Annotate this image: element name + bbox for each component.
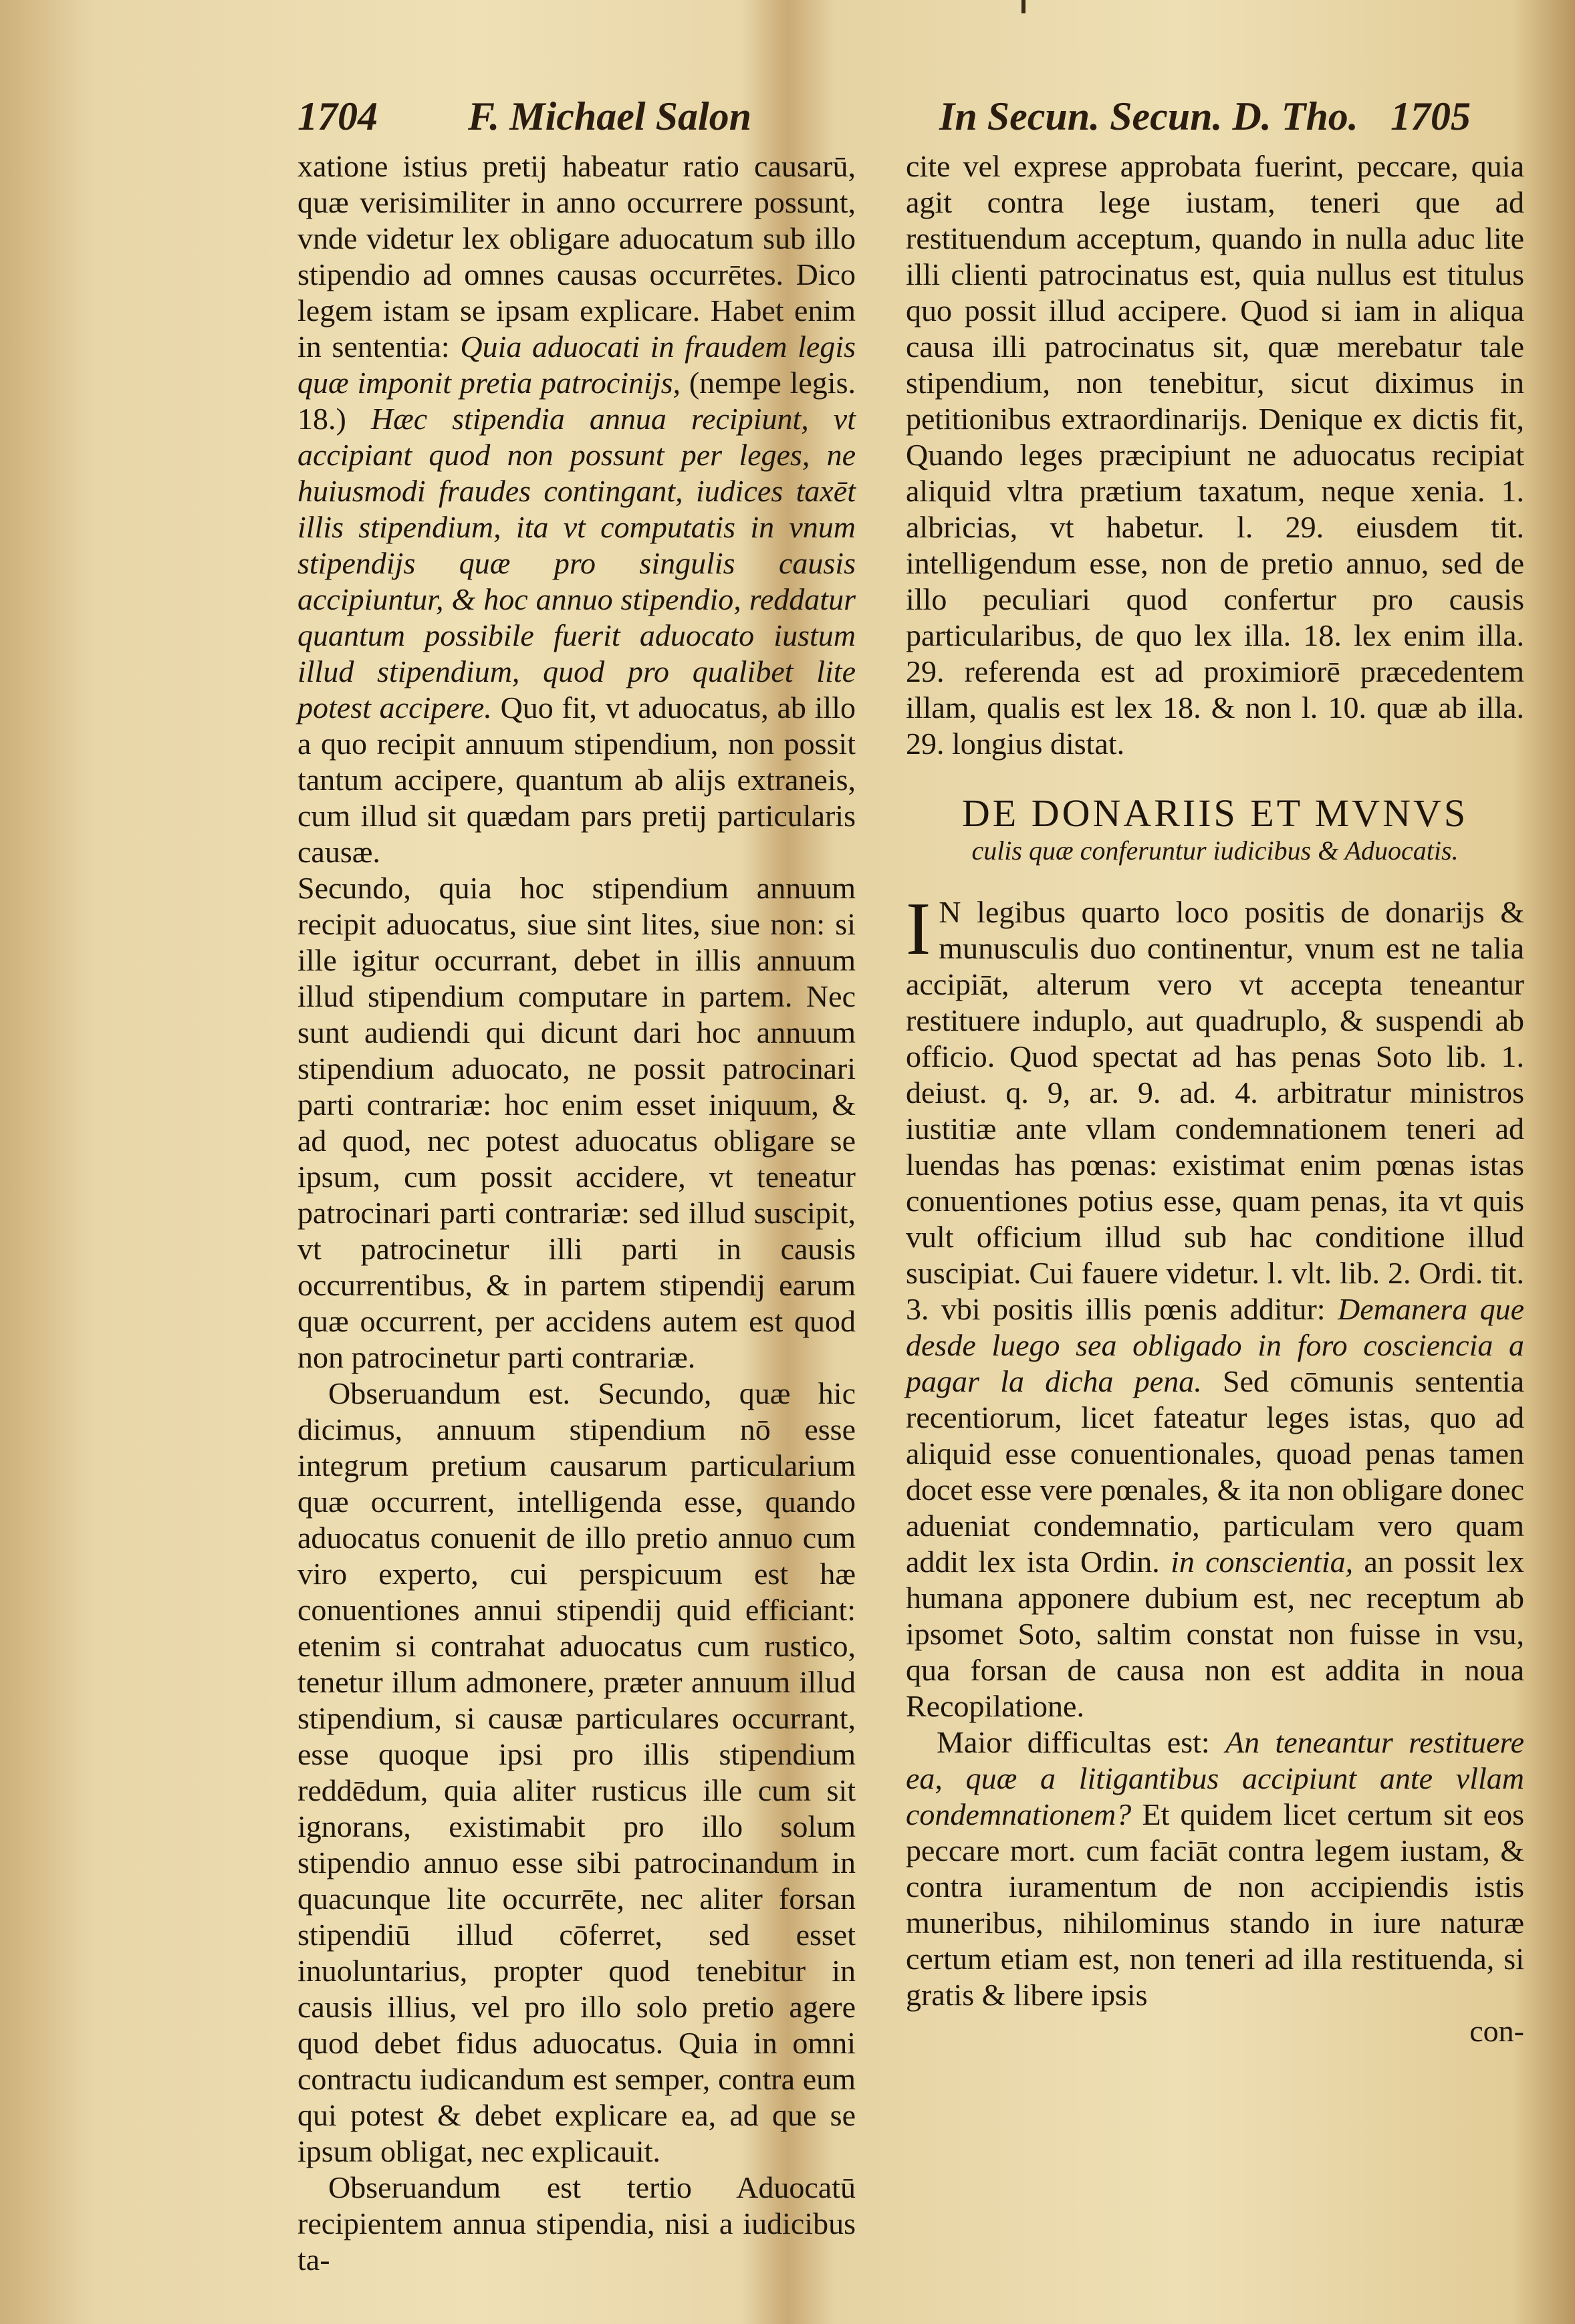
- right-paragraph-1: cite vel exprese approbata fuerint, peccare, quia agit contra lege iustam, teneri que ad restituendum acceptum, quando in nulla aduc lite illi clienti patrocinatus est, quia nullus est titulus quo possit illud accipere. Quod si iam in aliqua causa illi patrocinatus sit, quæ merebatur tale stipendium, non tenebitur, sicut diximus in petitionibus extraordinarijs. Denique ex dictis fit, Quando leges præcipiunt ne aduocatus recipiat aliquid vltra prætium taxatum, neque xenia. 1. albricias, vt habetur. l. 29. eiusdem tit. intelligendum esse, non de pretio annuo, sed de illo peculiari quod confertur pro causis particularibus, de quo lex illa. 18. lex enim illa. 29. referenda est ad proximiorē præcedentem illam, qualis est lex 18. & non l. 10. quæ ab illa. 29. longius distat.: [906, 149, 1524, 761]
- right-paragraph-3: Maior difficultas est: An teneantur restituere ea, quæ a litigantibus accipiunt ante vllam condemnationem? Et quidem licet certum sit eos peccare mort. cum faciāt contra legem iustam, & contra iuramentum de non accipiendis istis muneribus, nihilominus stando in iure naturæ certum etiam est, non teneri ad illa restituenda, si gratis & libere ipsis: [906, 1725, 1524, 2012]
- left-page-number: 1704: [297, 94, 378, 138]
- drop-cap: I: [906, 888, 931, 971]
- right-paragraph-2: I N legibus quarto loco positis de donarijs & munusculis duo continentur, vnum est ne talia accipiāt, alterum vero vt accepta teneantur restituere induplo, aut quadruplo, & suspendi ab officio. Quod spectat ad has penas Soto lib. 1. deiust. q. 9, ar. 9. ad. 4. arbitratur ministros iustitiæ ante vllam condemnationem teneri ad luendas has pœnas: existimat enim pœnas istas conuentiones potius esse, quam penas, ita vt quis vult officium illud sub hac conditione illud suscipiat. Cui fauere videtur. l. vlt. lib. 2. Ordi. tit. 3. vbi positis illis pœnis additur: Demanera que desde luego sea obligado in foro cosciencia a pagar la dicha pena. Sed cōmunis sententia recentiorum, licet fateatur leges istas, quo ad aliquid esse conuentionales, quoad penas tamen docet esse vere pœnales, & ita non obligare donec adueniat condemnatio, particulam vero quam addit lex ista Ordin. in conscientia, an possit lex humana apponere dubium est, nec receptum ab ipsomet Soto, saltim constat non fuisse in vsu, qua forsan de causa non est addita in noua Recopilatione.: [906, 888, 1525, 1723]
- left-running-head: F. Michael Salon: [468, 94, 752, 138]
- left-paragraph-1: xatione istius pretij habeatur ratio causarū, quæ verisimiliter in anno occurrere possunt, vnde videtur lex obligare aduocatum sub illo stipendio ad omnes causas occurrētes. Dico legem istam se ipsam explicare. Habet enim in sententia: Quia aduocati in fraudem legis quæ imponit pretia patrocinijs, (nempe legis. 18.) Hæc stipendia annua recipiunt, vt accipiant quod non possunt per leges, ne huiusmodi fraudes contingant, iudices taxēt illis stipendium, ita vt computatis in vnum stipendijs quæ pro singulis causis accipiuntur, & hoc annuo stipendio, reddatur quantum possibile fuerit aduocato iustum illud stipendium, quod pro qualibet lite potest accipere. Quo fit, vt aduocatus, ab illo a quo recipit annuum stipendium, non possit tantum accipere, quantum ab alijs extraneis, cum illud sit quædam pars pretij particularis causæ.: [297, 149, 856, 869]
- left-paragraph-3: Obseruandum est. Secundo, quæ hic dicimus, annuum stipendium nō esse integrum pretium causarum particularium quæ occurrent, intelligenda esse, quando aduocatus conuenit de illo pretio annuo cum viro experto, cui perspicuum est hæ conuentiones annui stipendij quid efficiant: etenim si contrahat aduocatus cum rustico, tenetur illum admonere, præter annuum illud stipendium, si causæ particulares occurrant, esse quoque ipsi pro illis stipendium reddēdum, quia aliter rusticus ille cum sit ignorans, existimabit pro illo solum stipendio annuo esse sibi patrocinandum in quacunque lite occurrēte, nec aliter forsan stipendiū illud cōferret, sed esset inuoluntarius, propter quod tenebitur in causis illius, vel pro illo solo pretio agere quod debet fidus aduocatus. Quia in omni contractu iudicandum est semper, contra eum qui potest & debet explicare ea, ad que se ipsum obligat, nec explicauit.: [297, 1376, 856, 2168]
- left-text-column: [297, 148, 856, 2278]
- section-subtitle: culis quæ conferuntur iudicibus & Aduocatis.: [971, 835, 1459, 866]
- right-text-column: [906, 148, 1524, 2049]
- right-running-head: In Secun. Secun. D. Tho.: [939, 94, 1358, 138]
- right-page-number: 1705: [1390, 94, 1471, 138]
- right-page: [862, 0, 1575, 2324]
- left-paragraph-4: Obseruandum est tertio Aduocatū recipientem annua stipendia, nisi a iudicibus ta-: [297, 2170, 856, 2277]
- left-paragraph-2: Secundo, quia hoc stipendium annuum recipit aduocatus, siue sint lites, siue non: si ille igitur occurrant, debet in illis annuum illud stipendium computare in partem. Nec sunt audiendi qui dicunt dari hoc annuum stipendium aduocato, ne possit patrocinari parti contrariæ: hoc enim esset iniquum, & ad quod, nec potest aduocatus obligare se ipsum, cum possit accidere, vt teneatur patrocinari parti contrariæ: sed illud suscipit, vt patrocinetur illi parti in causis occurrentibus, & in partem stipendij earum quæ occurrent, per accidens autem est quod non patrocinetur parti contrariæ.: [297, 871, 856, 1374]
- section-title: DE DONARIIS ET MVNVS: [961, 791, 1469, 835]
- catchword: con-: [1469, 2014, 1524, 2048]
